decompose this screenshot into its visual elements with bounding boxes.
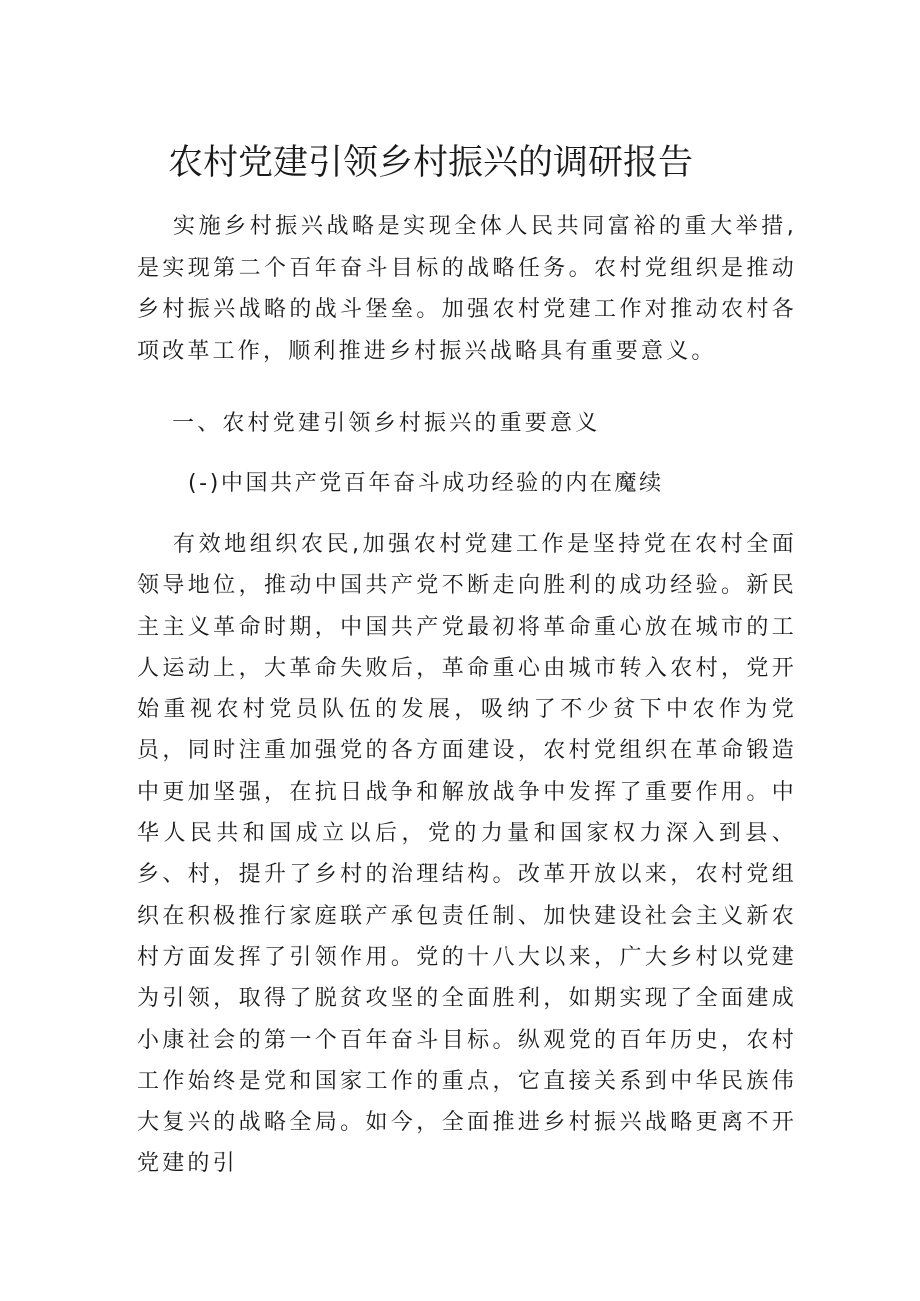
intro-paragraph: 实施乡村振兴战略是实现全体人民共同富裕的重大举措,是实现第二个百年奋斗目标的战略任务。农村党组织是推动乡村振兴战略的战斗堡垒。加强农村党建工作对推动农村各项改革工作，顺利推进乡村振兴战略具有重要意义。 [137, 214, 797, 364]
document-title: 农村党建引领乡村振兴的调研报告 [168, 143, 694, 183]
subsection-1-paragraph: 有效地组织农民,加强农村党建工作是坚持党在农村全面领导地位，推动中国共产党不断走向胜利的成功经验。新民主主义革命时期，中国共产党最初将革命重心放在城市的工人运动上，大革命失败后，革命重心由城市转入农村，党开始重视农村党员队伍的发展，吸纳了不少贫下中农作为党员，同时注重加强党的各方面建设，农村党组织在革命锻造中更加坚强，在抗日战争和解放战争中发挥了重要作用。中华人民共和国成立以后，党的力量和国家权力深入到县、乡、村，提升了乡村的治理结构。改革开放以来，农村党组织在积极推行家庭联产承包责任制、加快建设社会主义新农村方面发挥了引领作用。党的十八大以来，广大乡村以党建为引领，取得了脱贫攻坚的全面胜利，如期实现了全面建成小康社会的第一个百年奋斗目标。纵观党的百年历史，农村工作始终是党和国家工作的重点，它直接关系到中华民族伟大复兴的战略全局。如今，全面推进乡村振兴战略更离不开党建的引 [137, 532, 797, 1177]
section-heading-1: 一、农村党建引领乡村振兴的重要意义 [172, 411, 601, 436]
subsection-heading-1: (-)中国共产党百年奋斗成功经验的内在魔续 [188, 471, 664, 496]
